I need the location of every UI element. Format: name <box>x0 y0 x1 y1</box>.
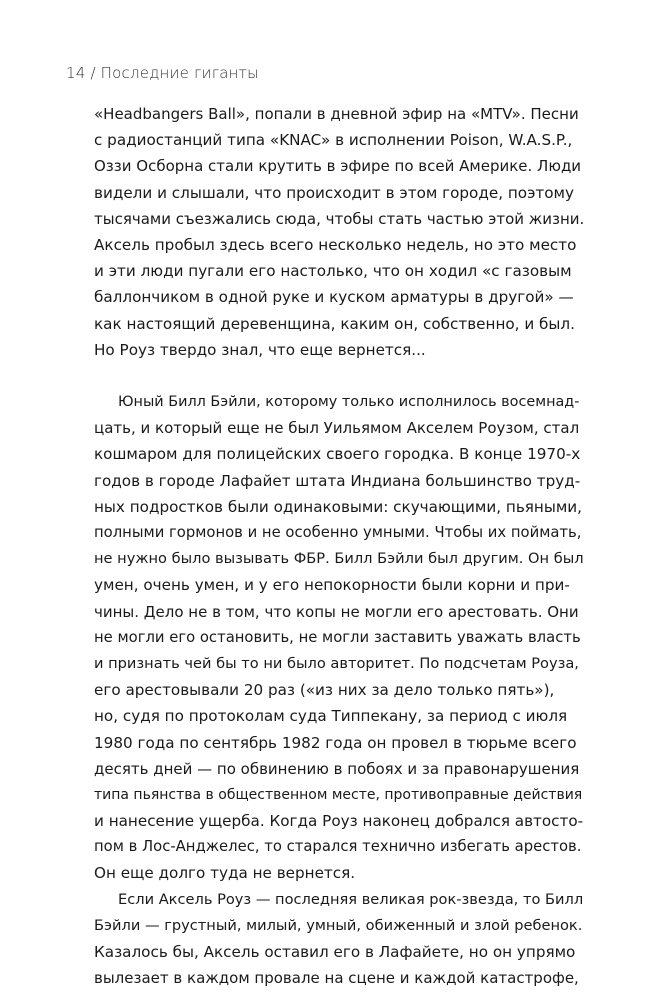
text-line: ных подростков были одинаковыми: скучающими, пьяными, <box>94 497 583 516</box>
text-line: с радиостанций типа «KNAC» в исполнении Poison, W.A.S.P., <box>94 131 573 150</box>
text-line: Оззи Осборна стали крутить в эфире по всей Америке. Люди <box>94 157 582 176</box>
text-line: не могли его остановить, не могли заставить уважать власть <box>94 628 581 646</box>
text-line: Аксель пробыл здесь всего несколько недель, но это место <box>94 235 577 254</box>
text-line: 1980 года по сентябрь 1982 года он провел в тюрьме всего <box>94 733 577 752</box>
text-line: цать, и который еще не был Уильямом Акселем Роузом, стал <box>94 419 580 438</box>
text-line: баллончиком в одной руке и куском арматуры в другой» — <box>94 288 574 307</box>
text-line: Он еще долго туда не вернется. <box>94 864 356 883</box>
text-line: вылезает в каждом провале на сцене и каждой катастрофе, <box>94 969 579 988</box>
text-line: Если Аксель Роуз — последняя великая рок-звезда, то Билл <box>118 890 584 908</box>
text-line: годов в городе Лафайет штата Индиана большинство труд- <box>94 471 581 490</box>
text-line: умен, очень умен, и у его непокорности были корни и при- <box>94 576 570 595</box>
text-line: не нужно было вызывать ФБР. Билл Бэйли был другим. Он был <box>94 550 584 568</box>
paragraph-1 <box>94 101 584 363</box>
text-line: чины. Дело не в том, что копы не могли его арестовать. Они <box>94 602 579 621</box>
text-line: видели и слышали, что происходит в этом городе, поэтому <box>94 183 574 202</box>
text-line: Юный Билл Бэйли, которому только исполнилось восемнад- <box>118 394 580 411</box>
text-line: пом в Лос-Анджелес, то старался технично избегать арестов. <box>94 838 582 856</box>
paragraph-2 <box>94 389 584 887</box>
paragraph-3 <box>94 887 584 992</box>
text-line: тысячами съезжались сюда, чтобы стать частью этой жизни. <box>94 209 585 228</box>
text-line: его арестовывали 20 раз («из них за дело только пять»), <box>94 681 555 700</box>
text-line: типа пьянства в общественном месте, противоправные действия <box>94 786 583 803</box>
text-line: кошмаром для полицейских своего городка. В конце 1970-х <box>94 445 581 464</box>
text-line: Бэйли — грустный, милый, умный, обиженный и злой ребенок. <box>94 916 583 934</box>
text-line: и нанесение ущерба. Когда Роуз наконец добрался автосто- <box>94 812 584 831</box>
text-line: и эти люди пугали его настолько, что он ходил «с газовым <box>94 262 572 281</box>
text-line: и признать чей бы то ни было авторитет. По подсчетам Роуза, <box>94 654 579 672</box>
text-line: Но Роуз твердо знал, что еще вернется... <box>94 340 426 359</box>
page-body <box>94 101 584 991</box>
text-line: десять дней — по обвинению в побоях и за правонарушения <box>94 759 580 778</box>
running-head: 14 / Последние гиганты <box>66 64 259 82</box>
paragraph-gap <box>94 363 584 389</box>
text-line: но, судя по протоколам суда Типпекану, за период с июля <box>94 707 568 726</box>
text-line: «Headbangers Ball», попали в дневной эфир на «MTV». Песни <box>94 105 579 123</box>
text-line: полными гормонов и не особенно умными. Чтобы их поймать, <box>94 524 582 541</box>
text-line: Казалось бы, Аксель оставил его в Лафайете, но он упрямо <box>94 943 576 961</box>
text-line: как настоящий деревенщина, каким он, собственно, и был. <box>94 314 575 333</box>
